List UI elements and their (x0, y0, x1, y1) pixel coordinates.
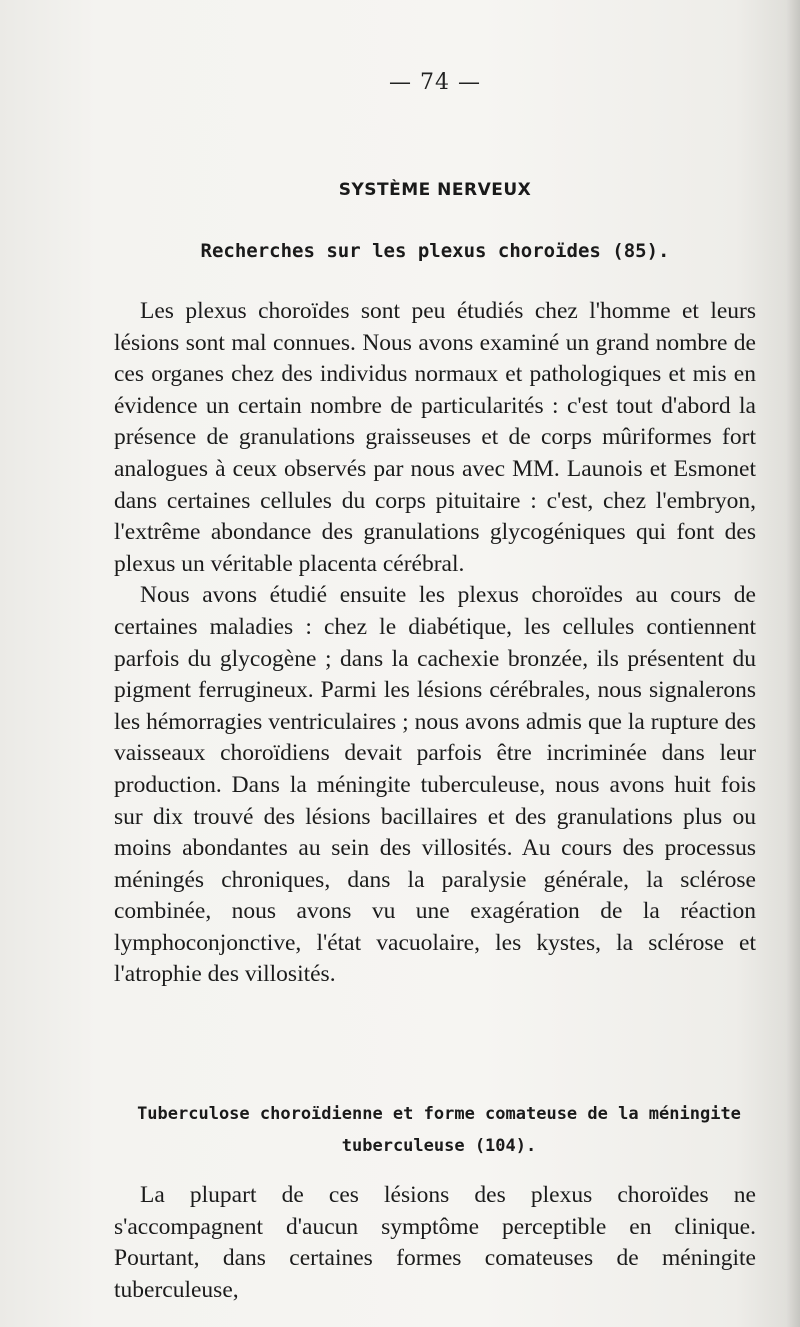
page-number: — 74 — (389, 70, 481, 95)
article-title: Recherches sur les plexus choroïdes (85). (200, 240, 670, 262)
article-title (116, 1098, 762, 1162)
article-body (114, 1180, 756, 1306)
section-heading: SYSTÈME NERVEUX (338, 180, 532, 200)
article-title-line: Tuberculose choroïdienne et forme comateuse de la méningite (137, 1104, 741, 1124)
paragraph: Nous avons étudié ensuite les plexus choroïdes au cours de certaines maladies : chez le diabétique, les cellules contiennent parfois du glycogène ; dans la cachexie bronzée, ils présentent du pigment ferrugineux. Parmi les lésions cérébrales, nous signalerons les hémorragies ventriculaires ; nous avons admis que la rupture des vaisseaux choroïdiens devait parfois être incriminée dans leur production. Dans la méningite tuberculeuse, nous avons huit fois sur dix trouvé des lésions bacillaires et des granulations plus ou moins abondantes au sein des villosités. Au cours des processus méningés chroniques, dans la paralysie générale, la sclérose combinée, nous avons vu une exagération de la réaction lymphoconjonctive, l'état vacuolaire, les kystes, la sclérose et l'atrophie des villosités. (114, 582, 756, 988)
paragraph: Les plexus choroïdes sont peu étudiés chez l'homme et leurs lésions sont mal connues. Nous avons examiné un grand nombre de ces organes chez des individus normaux et pathologiques et mis en évidence un certain nombre de particularités : c'est tout d'abord la présence de granulations graisseuses et de corps mûriformes fort analogues à ceux observés par nous avec MM. Launois et Esmonet dans certaines cellules du corps pituitaire : c'est, chez l'embryon, l'extrême abondance des granulations glycogéniques qui font des plexus un véritable placenta cérébral. (114, 298, 756, 577)
paragraph: La plupart de ces lésions des plexus choroïdes ne s'accompagnent d'aucun symptôme perceptible en clinique. Pourtant, dans certaines formes comateuses de méningite tuberculeuse, (114, 1182, 756, 1303)
article-body (114, 296, 756, 991)
article-title-line: tuberculeuse (104). (341, 1136, 537, 1156)
